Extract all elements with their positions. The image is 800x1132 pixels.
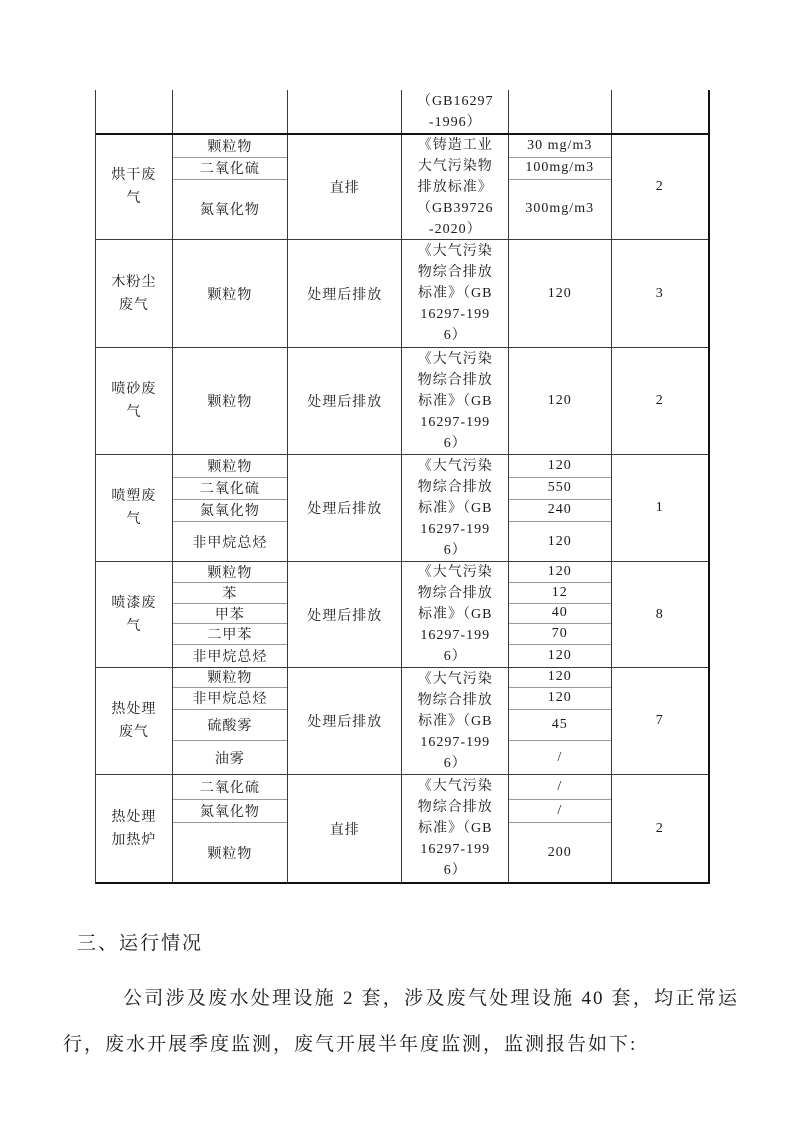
outlet-count-cell: 7 [655,713,664,728]
limit-column [509,90,611,133]
pollutant-cell: 颗粒物 [173,135,287,158]
pollutant-cell: 二甲苯 [173,624,287,645]
pollutant-column [173,562,288,667]
outlet-count-cell: 2 [655,393,664,408]
pollutant-cell: 甲苯 [173,604,287,625]
pollutant-cell: 硫酸雾 [173,710,287,742]
emission-standards-table [95,90,710,884]
pollutant-cell: 非甲烷总烃 [173,688,287,710]
outlet-count-cell: 2 [655,820,664,836]
pollutant-cell: 氮氧化物 [173,800,287,823]
discharge-mode-cell [288,90,402,133]
waste-gas-category-cell: 热处理废气 [96,668,173,774]
pollutant-column [173,348,288,454]
limit-value-cell: / [509,775,610,800]
pollutant-cell: 颗粒物 [207,395,253,410]
pollutant-cell: 油雾 [214,751,245,767]
discharge-mode-cell: 处理后排放 [288,348,402,454]
table-row-group [96,562,708,668]
standard-cell: 《大气污染物综合排放标准》（GB16297-1996） [402,562,509,667]
waste-gas-category-cell: 木粉尘废气 [96,240,173,347]
limit-column [509,668,611,774]
pollutant-cell: 二氧化硫 [173,775,287,800]
limit-value-cell: 300mg/m3 [525,201,595,217]
limit-value-cell: 200 [547,844,572,860]
discharge-mode-cell: 直排 [288,135,402,239]
limit-value-cell: 30 mg/m3 [509,135,610,158]
pollutant-cell: 氮氧化物 [173,500,287,523]
table-row-group [96,240,708,348]
limit-value-cell: 120 [509,668,610,688]
limit-value-cell: 120 [509,562,610,583]
limit-value-cell: 120 [509,688,610,710]
section-heading: 三、运行情况 [77,933,204,954]
waste-gas-category-cell: 热处理加热炉 [96,775,173,882]
standard-cell: 《铸造工业大气污染物排放标准》（GB39726-2020） [402,135,509,239]
pollutant-cell: 二氧化硫 [173,478,287,500]
table-row-group [96,775,708,882]
table-row-group [96,90,708,135]
limit-value-cell: 40 [509,604,610,625]
waste-gas-category-cell: 喷砂废气 [96,348,173,454]
body-paragraph: 公司涉及废水处理设施 2 套，涉及废气处理设施 40 套，均正常运行，废水开展季度监测，废气开展半年度监测，监测报告如下: [63,988,739,1055]
limit-value-cell: 45 [509,710,610,742]
limit-column [509,240,611,347]
pollutant-column [173,90,288,133]
discharge-mode-cell: 处理后排放 [288,455,402,561]
pollutant-cell: 颗粒物 [207,287,253,303]
pollutant-cell: 非甲烷总烃 [192,535,268,551]
limit-column [509,455,611,561]
limit-value-cell: / [557,749,563,765]
waste-gas-category-cell [96,90,173,133]
limit-value-cell: 12 [509,583,610,604]
limit-value-cell: 120 [547,393,572,408]
pollutant-cell: 颗粒物 [173,562,287,583]
outlet-count-cell: 2 [655,179,664,194]
pollutant-column [173,668,288,774]
limit-value-cell: / [509,800,610,823]
limit-column [509,562,611,667]
limit-column [509,775,611,882]
pollutant-cell: 二氧化硫 [173,158,287,180]
pollutant-column [173,240,288,347]
discharge-mode-cell: 直排 [288,775,402,882]
table-row-group [96,668,708,775]
outlet-count-cell [612,90,708,133]
pollutant-column [173,455,288,561]
outlet-count-cell: 3 [655,285,664,301]
table-row-group [96,455,708,562]
discharge-mode-cell: 处理后排放 [288,668,402,774]
standard-cell: 《大气污染物综合排放标准》（GB16297-1996） [402,240,509,347]
standard-cell: 《大气污染物综合排放标准》（GB16297-1996） [402,775,509,882]
waste-gas-category-cell: 喷漆废气 [96,562,173,667]
table-row-group [96,135,708,240]
limit-value-cell: 120 [547,285,572,301]
pollutant-cell: 颗粒物 [173,668,287,688]
pollutant-cell: 颗粒物 [173,455,287,478]
pollutant-cell: 氮氧化物 [199,203,260,219]
pollutant-cell: 颗粒物 [207,846,253,862]
waste-gas-category-cell: 烘干废气 [96,135,173,239]
limit-value-cell: 120 [509,455,610,478]
pollutant-cell: 苯 [173,583,287,604]
standard-cell: 《大气污染物综合排放标准》（GB16297-1996） [402,348,509,454]
pollutant-cell: 非甲烷总烃 [192,650,268,666]
outlet-count-cell: 1 [655,500,664,515]
limit-value-cell: 240 [509,500,610,523]
standard-cell: 《大气污染物综合排放标准》（GB16297-1996） [402,455,509,561]
outlet-count-cell: 8 [655,606,664,622]
waste-gas-category-cell: 喷塑废气 [96,455,173,561]
limit-column [509,348,611,454]
limit-value-cell: 100mg/m3 [509,158,610,180]
pollutant-cell [173,90,287,133]
table-row-group [96,348,708,455]
discharge-mode-cell: 处理后排放 [288,562,402,667]
pollutant-column [173,135,288,239]
limit-value-cell: 70 [509,624,610,645]
limit-value-cell [509,90,610,133]
discharge-mode-cell: 处理后排放 [288,240,402,347]
limit-value-cell: 550 [509,478,610,500]
standard-cell: （GB16297-1996） [402,90,509,133]
pollutant-column [173,775,288,882]
limit-value-cell: 120 [547,533,572,549]
limit-column [509,135,611,239]
running-status-section [63,930,739,1068]
standard-cell: 《大气污染物综合排放标准》（GB16297-1996） [402,668,509,774]
limit-value-cell: 120 [547,648,572,664]
